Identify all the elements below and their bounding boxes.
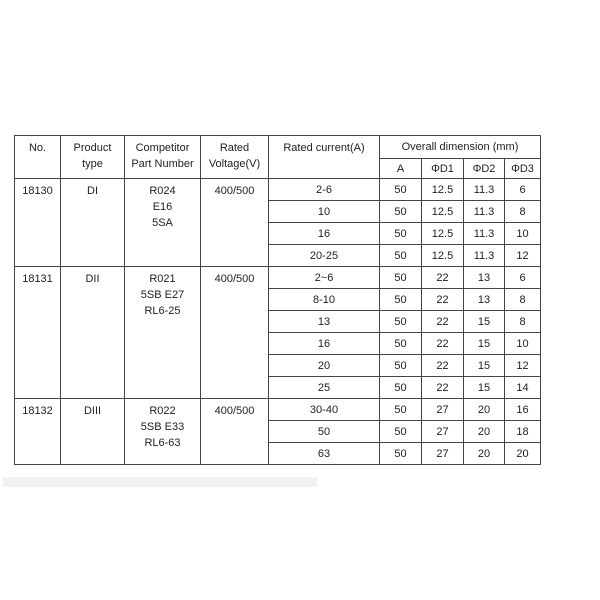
dim-d1: 12.5 — [422, 179, 464, 201]
dim-d1: 22 — [422, 333, 464, 355]
dim-a: 50 — [380, 245, 422, 267]
header-dim-a: A — [380, 159, 422, 179]
product-type: DI — [61, 179, 125, 267]
competitor-part-number: R022 5SB E33 RL6-63 — [125, 399, 201, 465]
dim-a: 50 — [380, 223, 422, 245]
dim-d2: 11.3 — [464, 223, 505, 245]
dim-d2: 13 — [464, 267, 505, 289]
dim-d1: 27 — [422, 421, 464, 443]
competitor-part-number: R024 E16 5SA — [125, 179, 201, 267]
rated-voltage: 400/500 — [201, 267, 269, 399]
dim-d3: 10 — [505, 223, 541, 245]
dim-a: 50 — [380, 333, 422, 355]
dim-d3: 6 — [505, 267, 541, 289]
dim-d3: 12 — [505, 245, 541, 267]
rated-current: 13 — [269, 311, 380, 333]
dim-d2: 11.3 — [464, 245, 505, 267]
rated-current: 16 — [269, 333, 380, 355]
dim-d1: 27 — [422, 399, 464, 421]
dim-d2: 15 — [464, 333, 505, 355]
scroll-strip — [3, 477, 317, 487]
header-no: No. — [15, 136, 61, 179]
dim-d2: 13 — [464, 289, 505, 311]
dim-d2: 15 — [464, 377, 505, 399]
part-no: 18130 — [15, 179, 61, 267]
dim-a: 50 — [380, 267, 422, 289]
dim-d2: 15 — [464, 355, 505, 377]
dim-d1: 22 — [422, 355, 464, 377]
dim-d1: 22 — [422, 311, 464, 333]
rated-current: 20 — [269, 355, 380, 377]
header-rated-current: Rated current(A) — [269, 136, 380, 179]
fuse-spec-table — [14, 135, 541, 465]
dim-a: 50 — [380, 355, 422, 377]
dim-d1: 12.5 — [422, 223, 464, 245]
dim-d3: 8 — [505, 201, 541, 223]
dim-d2: 11.3 — [464, 179, 505, 201]
dim-a: 50 — [380, 311, 422, 333]
dim-d1: 12.5 — [422, 201, 464, 223]
dim-d3: 10 — [505, 333, 541, 355]
dim-a: 50 — [380, 421, 422, 443]
dim-d3: 8 — [505, 289, 541, 311]
dim-d1: 12.5 — [422, 245, 464, 267]
rated-current: 50 — [269, 421, 380, 443]
dim-d3: 18 — [505, 421, 541, 443]
rated-voltage: 400/500 — [201, 179, 269, 267]
dim-a: 50 — [380, 443, 422, 465]
rated-voltage: 400/500 — [201, 399, 269, 465]
rated-current: 2~6 — [269, 267, 380, 289]
rated-current: 63 — [269, 443, 380, 465]
dim-a: 50 — [380, 201, 422, 223]
dim-d2: 11.3 — [464, 201, 505, 223]
header-product-type: Product type — [61, 136, 125, 179]
header-rated-voltage: Rated Voltage(V) — [201, 136, 269, 179]
table-row — [15, 267, 541, 289]
dim-d1: 22 — [422, 289, 464, 311]
part-no: 18132 — [15, 399, 61, 465]
rated-current: 16 — [269, 223, 380, 245]
rated-current: 10 — [269, 201, 380, 223]
product-type: DIII — [61, 399, 125, 465]
dim-d2: 20 — [464, 399, 505, 421]
product-type: DII — [61, 267, 125, 399]
header-dim-d2: ΦD2 — [464, 159, 505, 179]
dim-a: 50 — [380, 377, 422, 399]
dim-d3: 20 — [505, 443, 541, 465]
dim-d3: 16 — [505, 399, 541, 421]
header-competitor-part-number: Competitor Part Number — [125, 136, 201, 179]
dim-d1: 22 — [422, 377, 464, 399]
dim-d1: 27 — [422, 443, 464, 465]
competitor-part-number: R021 5SB E27 RL6-25 — [125, 267, 201, 399]
dim-d1: 22 — [422, 267, 464, 289]
table-row — [15, 179, 541, 201]
dim-a: 50 — [380, 289, 422, 311]
header-dim-d1: ΦD1 — [422, 159, 464, 179]
table-row — [15, 399, 541, 421]
rated-current: 2-6 — [269, 179, 380, 201]
dim-d3: 14 — [505, 377, 541, 399]
rated-current: 20-25 — [269, 245, 380, 267]
dim-d2: 20 — [464, 421, 505, 443]
rated-current: 8-10 — [269, 289, 380, 311]
dim-d3: 8 — [505, 311, 541, 333]
dim-d2: 20 — [464, 443, 505, 465]
rated-current: 30-40 — [269, 399, 380, 421]
dim-a: 50 — [380, 399, 422, 421]
dim-d3: 6 — [505, 179, 541, 201]
part-no: 18131 — [15, 267, 61, 399]
rated-current: 25 — [269, 377, 380, 399]
dim-d2: 15 — [464, 311, 505, 333]
dim-d3: 12 — [505, 355, 541, 377]
dim-a: 50 — [380, 179, 422, 201]
header-overall-dimension: Overall dimension (mm) — [380, 136, 541, 159]
header-dim-d3: ΦD3 — [505, 159, 541, 179]
